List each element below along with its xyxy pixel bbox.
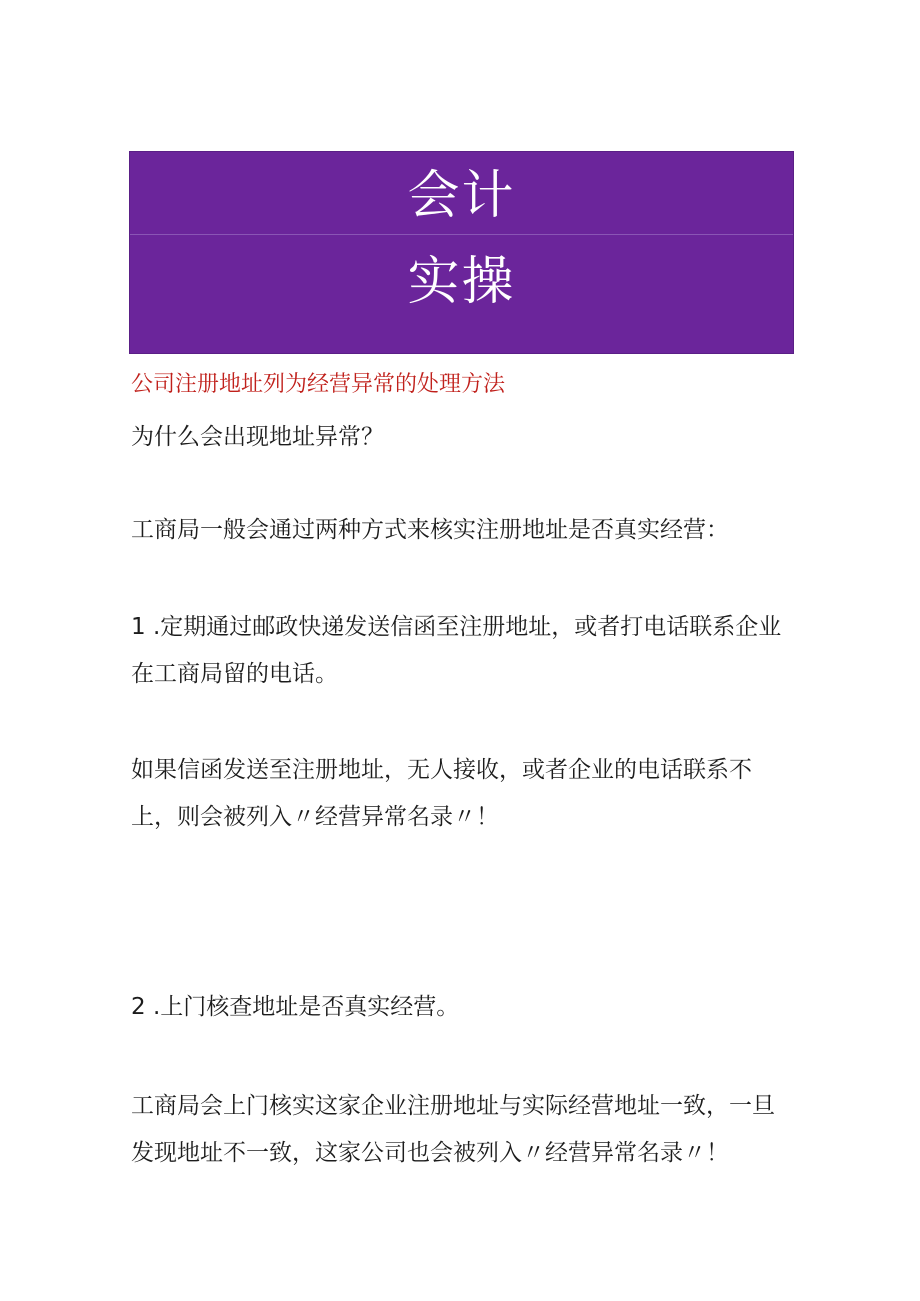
document-title: 公司注册地址列为经营异常的处理方法 xyxy=(131,372,506,397)
paragraph-intro: 工商局一般会通过两种方式来核实注册地址是否真实经营： xyxy=(131,517,729,543)
paragraph-method1-line1: 1 .定期通过邮政快递发送信函至注册地址，或者打电话联系企业 xyxy=(131,614,782,640)
paragraph-method1-result-line2: 上，则会被列入〃经营异常名录〃！ xyxy=(131,804,499,830)
paragraph-question: 为什么会出现地址异常？ xyxy=(131,424,384,450)
paragraph-method2-result-line2: 发现地址不一致，这家公司也会被列入〃经营异常名录〃！ xyxy=(131,1140,729,1166)
header-banner xyxy=(129,151,794,354)
paragraph-method2: 2 .上门核查地址是否真实经营。 xyxy=(131,994,460,1020)
paragraph-method1-line2: 在工商局留的电话。 xyxy=(131,661,338,687)
paragraph-method1-result-line1: 如果信函发送至注册地址，无人接收，或者企业的电话联系不 xyxy=(131,757,752,783)
banner-title-line-2: 实操 xyxy=(407,252,516,312)
banner-title-line-1: 会计 xyxy=(407,166,516,226)
paragraph-method2-result-line1: 工商局会上门核实这家企业注册地址与实际经营地址一致，一旦 xyxy=(131,1093,775,1119)
banner-divider xyxy=(130,234,793,235)
